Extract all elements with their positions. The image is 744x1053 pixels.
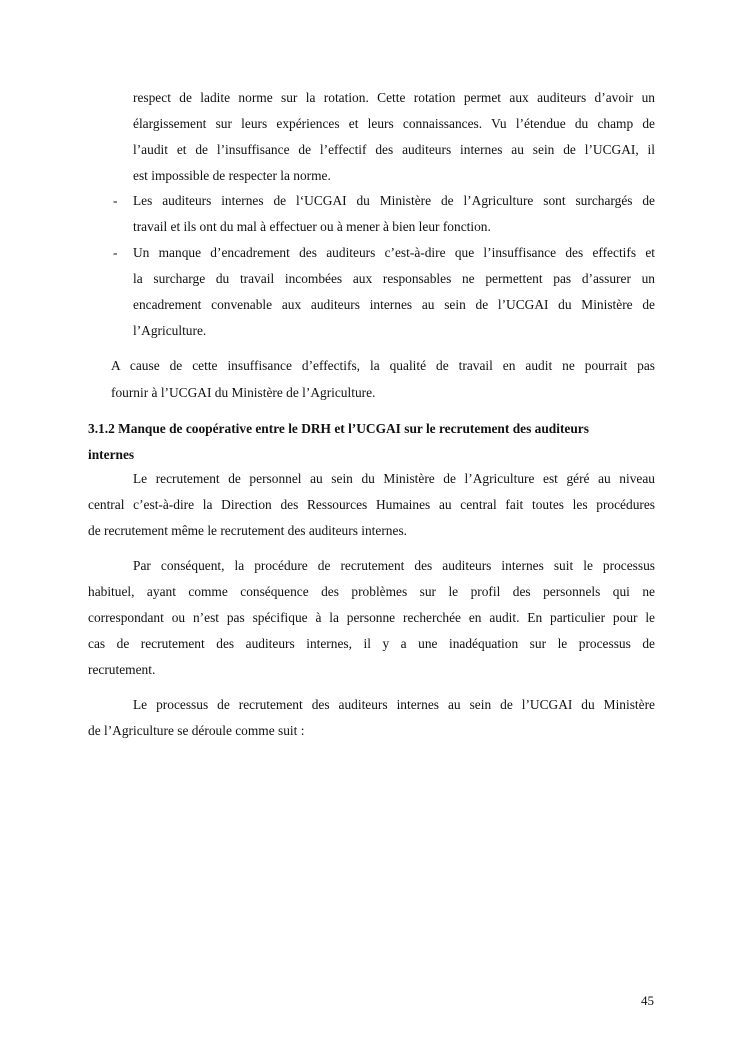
bullet-2-line-4: l’Agriculture. (133, 323, 207, 338)
bullet-2-line-2: la surcharge du travail incombées aux responsables ne permettent pas d’assurer un (133, 271, 655, 286)
bullet-1-line-1: Les auditeurs internes de l‘UCGAI du Ministère de l’Agriculture sont surchargés de (133, 193, 655, 208)
paragraph-1-line-3: de recrutement même le recrutement des auditeurs internes. (88, 523, 408, 538)
paragraph-2-line-1: Par conséquent, la procédure de recrutement des auditeurs internes suit le processus (133, 558, 655, 573)
paragraph-3-line-2: de l’Agriculture se déroule comme suit : (88, 723, 305, 738)
conclusion-line-1: A cause de cette insuffisance d’effectifs, la qualité de travail en audit ne pourrait pas (111, 358, 655, 373)
bullet-2-line-1: Un manque d’encadrement des auditeurs c’est-à-dire que l’insuffisance des effectifs et (133, 245, 655, 260)
paragraph-1-line-1: Le recrutement de personnel au sein du Ministère de l’Agriculture est géré au niveau (133, 471, 655, 486)
page-number: 45 (641, 993, 654, 1008)
bullet-marker-2: - (113, 245, 118, 260)
bullet-marker-1: - (113, 193, 118, 208)
section-heading-line-2: internes (88, 447, 135, 462)
continuation-line-1: respect de ladite norme sur la rotation. Cette rotation permet aux auditeurs d’avoir un (133, 90, 655, 105)
paragraph-2-line-5: recrutement. (88, 662, 156, 677)
paragraph-2-line-4: cas de recrutement des auditeurs internes, il y a une inadéquation sur le processus de (88, 636, 655, 651)
continuation-line-2: élargissement sur leurs expériences et leurs connaissances. Vu l’étendue du champ de (133, 116, 655, 131)
paragraph-1-line-2: central c’est-à-dire la Direction des Ressources Humaines au central fait toutes les procédures (88, 497, 655, 512)
conclusion-line-2: fournir à l’UCGAI du Ministère de l’Agriculture. (111, 385, 376, 400)
continuation-line-3: l’audit et de l’insuffisance de l’effectif des auditeurs internes au sein de l’UCGAI, il (133, 142, 655, 157)
paragraph-3-line-1: Le processus de recrutement des auditeurs internes au sein de l’UCGAI du Ministère (133, 697, 655, 712)
paragraph-2-line-3: correspondant ou n’est pas spécifique à la personne recherchée en audit. En particulier pour le (88, 610, 655, 625)
paragraph-2-line-2: habituel, ayant comme conséquence des problèmes sur le profil des personnels qui ne (88, 584, 655, 599)
bullet-2-line-3: encadrement convenable aux auditeurs internes au sein de l’UCGAI du Ministère de (133, 297, 655, 312)
bullet-1-line-2: travail et ils ont du mal à effectuer ou à mener à bien leur fonction. (133, 219, 491, 234)
section-heading-line-1: 3.1.2 Manque de coopérative entre le DRH et l’UCGAI sur le recrutement des auditeurs (88, 421, 589, 436)
continuation-line-4: est impossible de respecter la norme. (133, 168, 331, 183)
